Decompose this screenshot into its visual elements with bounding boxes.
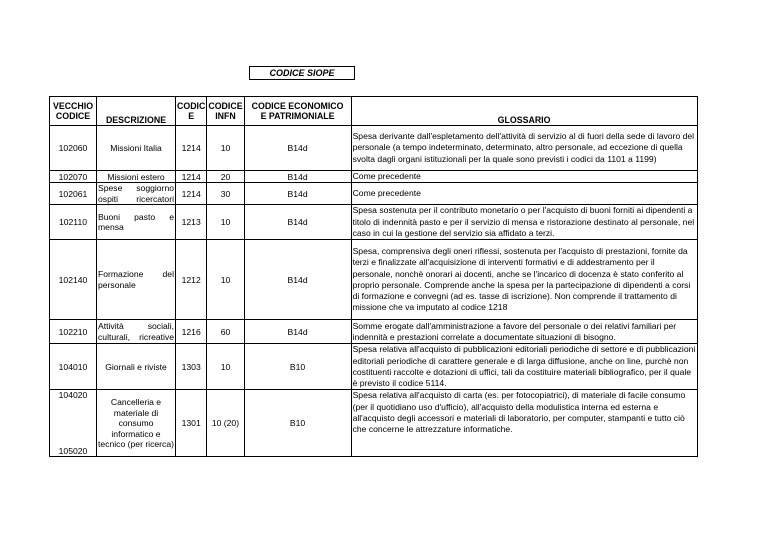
cell-economico: B14d bbox=[244, 240, 351, 320]
cell-descrizione: Missioni estero bbox=[97, 171, 176, 183]
cell-economico: B14d bbox=[244, 320, 351, 344]
cell-vecchio: 102070 bbox=[50, 171, 97, 183]
table-row bbox=[50, 240, 698, 320]
cell-codice: 1212 bbox=[176, 240, 207, 320]
header-economico-line1: CODICE ECONOMICO bbox=[251, 101, 344, 111]
cell-glossario: Spesa, comprensiva degli oneri riflessi, sostenuta per l'acquisto di prestazioni, fornite da terzi e finalizzate all'acquisizione di interventi formativi e di addestramento per il personale, nonchè onorari ai docenti, anche se l'incarico di docenza è stato conferito al proprio personale. Comprende anche la spesa per la partecipazione di dipendenti a corsi di formazione e convegni (ad es. tasse di iscrizione). Non comprende il trattamento di missione che va imputato al codice 1218 bbox=[351, 240, 697, 320]
table-row bbox=[50, 344, 698, 390]
siope-table bbox=[49, 96, 698, 457]
cell-descrizione: Giornali e riviste bbox=[97, 344, 176, 390]
cell-codice: 1213 bbox=[176, 205, 207, 240]
cell-economico: B14d bbox=[244, 126, 351, 171]
header-vecchio-line1: VECCHIO bbox=[52, 101, 94, 111]
table-row bbox=[50, 205, 698, 240]
cell-vecchio-bottom: 105020 bbox=[58, 446, 88, 457]
table-row bbox=[50, 126, 698, 171]
cell-glossario: Spesa derivante dall'espletamento dell'attività di servizio al di fuori della sede di lavoro del personale (a tempo indeterminato, determinato, altro personale, ad eccezione di quella svolta dagli organi istituzionali per la quale sono previsti i codici da 1101 a 1199) bbox=[351, 126, 697, 171]
table-row bbox=[50, 320, 698, 344]
header-vecchio-codice bbox=[50, 97, 97, 126]
cell-infn: 10 bbox=[207, 240, 244, 320]
cell-infn: 30 bbox=[207, 183, 244, 205]
cell-glossario: Somme erogate dall'amministrazione a favore del personale o dei relativi familiari per indennità e prestazioni correlate a documentate situazioni di bisogno. bbox=[351, 320, 697, 344]
table-row bbox=[50, 171, 698, 183]
cell-codice: 1214 bbox=[176, 171, 207, 183]
cell-descrizione: Cancelleria e materiale di consumo informatico e tecnico (per ricerca) bbox=[97, 390, 176, 457]
cell-glossario: Come precedente bbox=[351, 171, 697, 183]
cell-codice: 1301 bbox=[176, 390, 207, 457]
cell-economico: B14d bbox=[244, 205, 351, 240]
cell-vecchio: 102210 bbox=[50, 320, 97, 344]
cell-infn: 10 bbox=[207, 344, 244, 390]
cell-economico: B14d bbox=[244, 171, 351, 183]
cell-codice: 1216 bbox=[176, 320, 207, 344]
cell-descrizione: Attività sociali, culturali, ricreative bbox=[98, 321, 174, 342]
cell-codice: 1303 bbox=[176, 344, 207, 390]
cell-descrizione: Formazione del personale bbox=[97, 240, 176, 320]
cell-infn: 60 bbox=[207, 320, 244, 344]
header-infn-line1: CODICE bbox=[208, 101, 243, 111]
cell-infn: 20 bbox=[207, 171, 244, 183]
cell-glossario: Come precedente bbox=[351, 183, 697, 205]
cell-infn: 10 (20) bbox=[207, 390, 244, 457]
table-row bbox=[50, 390, 698, 457]
cell-vecchio: 102061 bbox=[50, 183, 97, 205]
header-row bbox=[50, 97, 698, 126]
cell-glossario: Spesa sostenuta per il contributo monetario o per l'acquisto di buoni forniti ai dipendenti a titolo di indennità pasto e per il servizio di mensa e ristorazione destinato al personale, nel caso in cui la gestione del servizio sia affidato a terzi. bbox=[351, 205, 697, 240]
header-codice-infn bbox=[207, 97, 244, 126]
cell-vecchio: 102060 bbox=[50, 126, 97, 171]
cell-descrizione: Buoni pasto e mensa bbox=[97, 205, 176, 240]
header-codice-economico bbox=[244, 97, 351, 126]
cell-economico: B10 bbox=[244, 390, 351, 457]
cell-descrizione: Spese soggiorno ospiti ricercatori bbox=[98, 183, 174, 204]
cell-codice: 1214 bbox=[176, 126, 207, 171]
table-row bbox=[50, 183, 698, 205]
header-infn-line2: INFN bbox=[215, 111, 236, 121]
codice-siope-title: CODICE SIOPE bbox=[249, 66, 355, 80]
header-codice-line2: E bbox=[188, 111, 195, 121]
cell-vecchio: 104010 bbox=[50, 344, 97, 390]
cell-vecchio: 102110 bbox=[50, 205, 97, 240]
cell-economico: B14d bbox=[244, 183, 351, 205]
header-descrizione: DESCRIZIONE bbox=[97, 97, 176, 126]
cell-descrizione: Missioni Italia bbox=[97, 126, 176, 171]
cell-glossario: Spesa relativa all'acquisto di carta (es. per fotocopiatrici), di materiale di facile consumo (per il quotidiano uso d'ufficio), all'acquisto della modulistica interna ed esterna e all'acquisto degli accessori e materiali di laboratorio, per computer, stampanti e tutto ciò che concerne le attrezzature informatiche. bbox=[351, 390, 697, 457]
header-vecchio-line2: CODICE bbox=[55, 111, 91, 121]
cell-vecchio-top: 104020 bbox=[58, 390, 88, 401]
cell-codice: 1214 bbox=[176, 183, 207, 205]
cell-vecchio: 102140 bbox=[50, 240, 97, 320]
header-economico-line2: E PATRIMONIALE bbox=[260, 111, 335, 121]
cell-economico: B10 bbox=[244, 344, 351, 390]
cell-vecchio bbox=[50, 390, 97, 457]
header-glossario: GLOSSARIO bbox=[351, 97, 697, 126]
header-codice bbox=[176, 97, 207, 126]
header-codice-line1: CODIC bbox=[177, 101, 206, 111]
cell-glossario: Spesa relativa all'acquisto di pubblicazioni editoriali periodiche di settore e di pubblicazioni editoriali periodiche di carattere generale e di larga diffusione, anche on line, purchè non costituenti raccolte e dotazioni di uffici, tali da costituire materiali bibliografico, per il quale è previsto il codice 5114. bbox=[352, 344, 696, 389]
cell-infn: 10 bbox=[207, 126, 244, 171]
cell-infn: 10 bbox=[207, 205, 244, 240]
